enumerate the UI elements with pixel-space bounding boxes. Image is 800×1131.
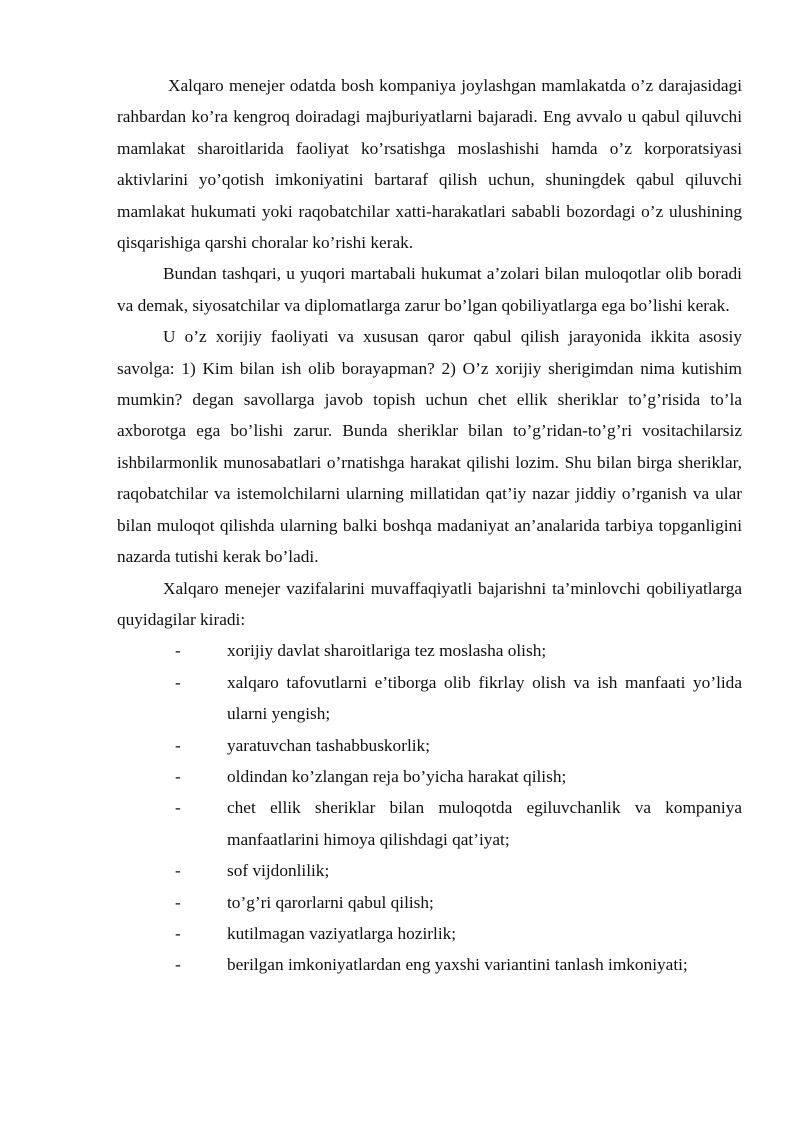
list-item — [117, 855, 742, 886]
list-dash: - — [175, 798, 181, 818]
list-item — [117, 949, 742, 980]
list-dash: - — [175, 955, 181, 975]
list-item-text: kutilmagan vaziyatlarga hozirlik; — [227, 923, 457, 943]
list-dash: - — [175, 923, 181, 943]
paragraph: Bundan tashqari, u yuqori martabali hukumat a’zolari bilan muloqotlar olib boradi va demak, siyosatchilar va diplomatlarga zarur bo’lgan qobiliyatlarga ega bo’lishi kerak. — [117, 264, 742, 315]
list-item — [117, 635, 742, 666]
list-dash: - — [175, 735, 181, 755]
list-item-text: to’g’ri qarorlarni qabul qilish; — [227, 892, 434, 912]
list-item — [117, 761, 742, 792]
list-item — [117, 887, 742, 918]
list-dash: - — [175, 861, 181, 881]
list-item — [117, 730, 742, 761]
list-item-text: chet ellik sheriklar bilan muloqotda egiluvchanlik va kompaniya manfaatlarini himoya qilishdagi qat’iyat; — [227, 798, 742, 849]
paragraph: Xalqaro menejer vazifalarini muvaffaqiyatli bajarishni ta’minlovchi qobiliyatlarga quyidagilar kiradi: — [117, 578, 742, 629]
list-dash: - — [175, 672, 181, 692]
list-dash: - — [175, 641, 181, 661]
list-item — [117, 918, 742, 949]
paragraph: U o’z xorijiy faoliyati va xususan qaror qabul qilish jarayonida ikkita asosiy savolga: 1) Kim bilan ish olib borayapman? 2) O’z xorijiy sherigimdan nima kutishim mumkin? degan savollarga javob topish uchun chet ellik sheriklar to’g’risida to’la axborotga ega bo’lishi zarur. Bunda sheriklar bilan to’g’ridan-to’g’ri vositachilarsiz ishbilarmonlik munosabatlari o’rnatishga harakat qilishi lozim. Shu bilan birga sheriklar, raqobatchilar va istemolchilarni ularning millatidan qat’iy nazar jiddiy o’rganish va ular bilan muloqot qilishda ularning balki boshqa madaniyat an’analarida tarbiya topganligini nazarda tutishi kerak bo’ladi. — [117, 327, 742, 567]
list-dash: - — [175, 766, 181, 786]
list-dash: - — [175, 892, 181, 912]
list-item — [117, 667, 742, 730]
list-item-text: sof vijdonlilik; — [227, 861, 330, 881]
document-page — [117, 70, 742, 981]
list-item-text: xorijiy davlat sharoitlariga tez moslasha olish; — [227, 641, 547, 661]
list-item — [117, 792, 742, 855]
paragraph: Xalqaro menejer odatda bosh kompaniya joylashgan mamlakatda o’z darajasidagi rahbardan ko’ra kengroq doiradagi majburiyatlarni bajaradi. Eng avvalo u qabul qiluvchi mamlakat sharoitlarida faoliyat ko’rsatishga moslashishi hamda o’z korporatsiyasi aktivlarini yo’qotish imkoniyatini bartaraf qilish uchun, shuningdek qabul qiluvchi mamlakat hukumati yoki raqobatchilar xatti-harakatlari sababli bozordagi o’z ulushining qisqarishiga qarshi choralar ko’rishi kerak. — [117, 76, 742, 253]
list-item-text: oldindan ko’zlangan reja bo’yicha harakat qilish; — [227, 766, 567, 786]
list-item-text: xalqaro tafovutlarni e’tiborga olib fikrlay olish va ish manfaati yo’lida ularni yengish; — [227, 672, 742, 724]
list-item-text: berilgan imkoniyatlardan eng yaxshi variantini tanlash imkoniyati; — [227, 955, 688, 975]
abilities-list — [117, 635, 742, 980]
list-item-text: yaratuvchan tashabbuskorlik; — [227, 735, 430, 755]
